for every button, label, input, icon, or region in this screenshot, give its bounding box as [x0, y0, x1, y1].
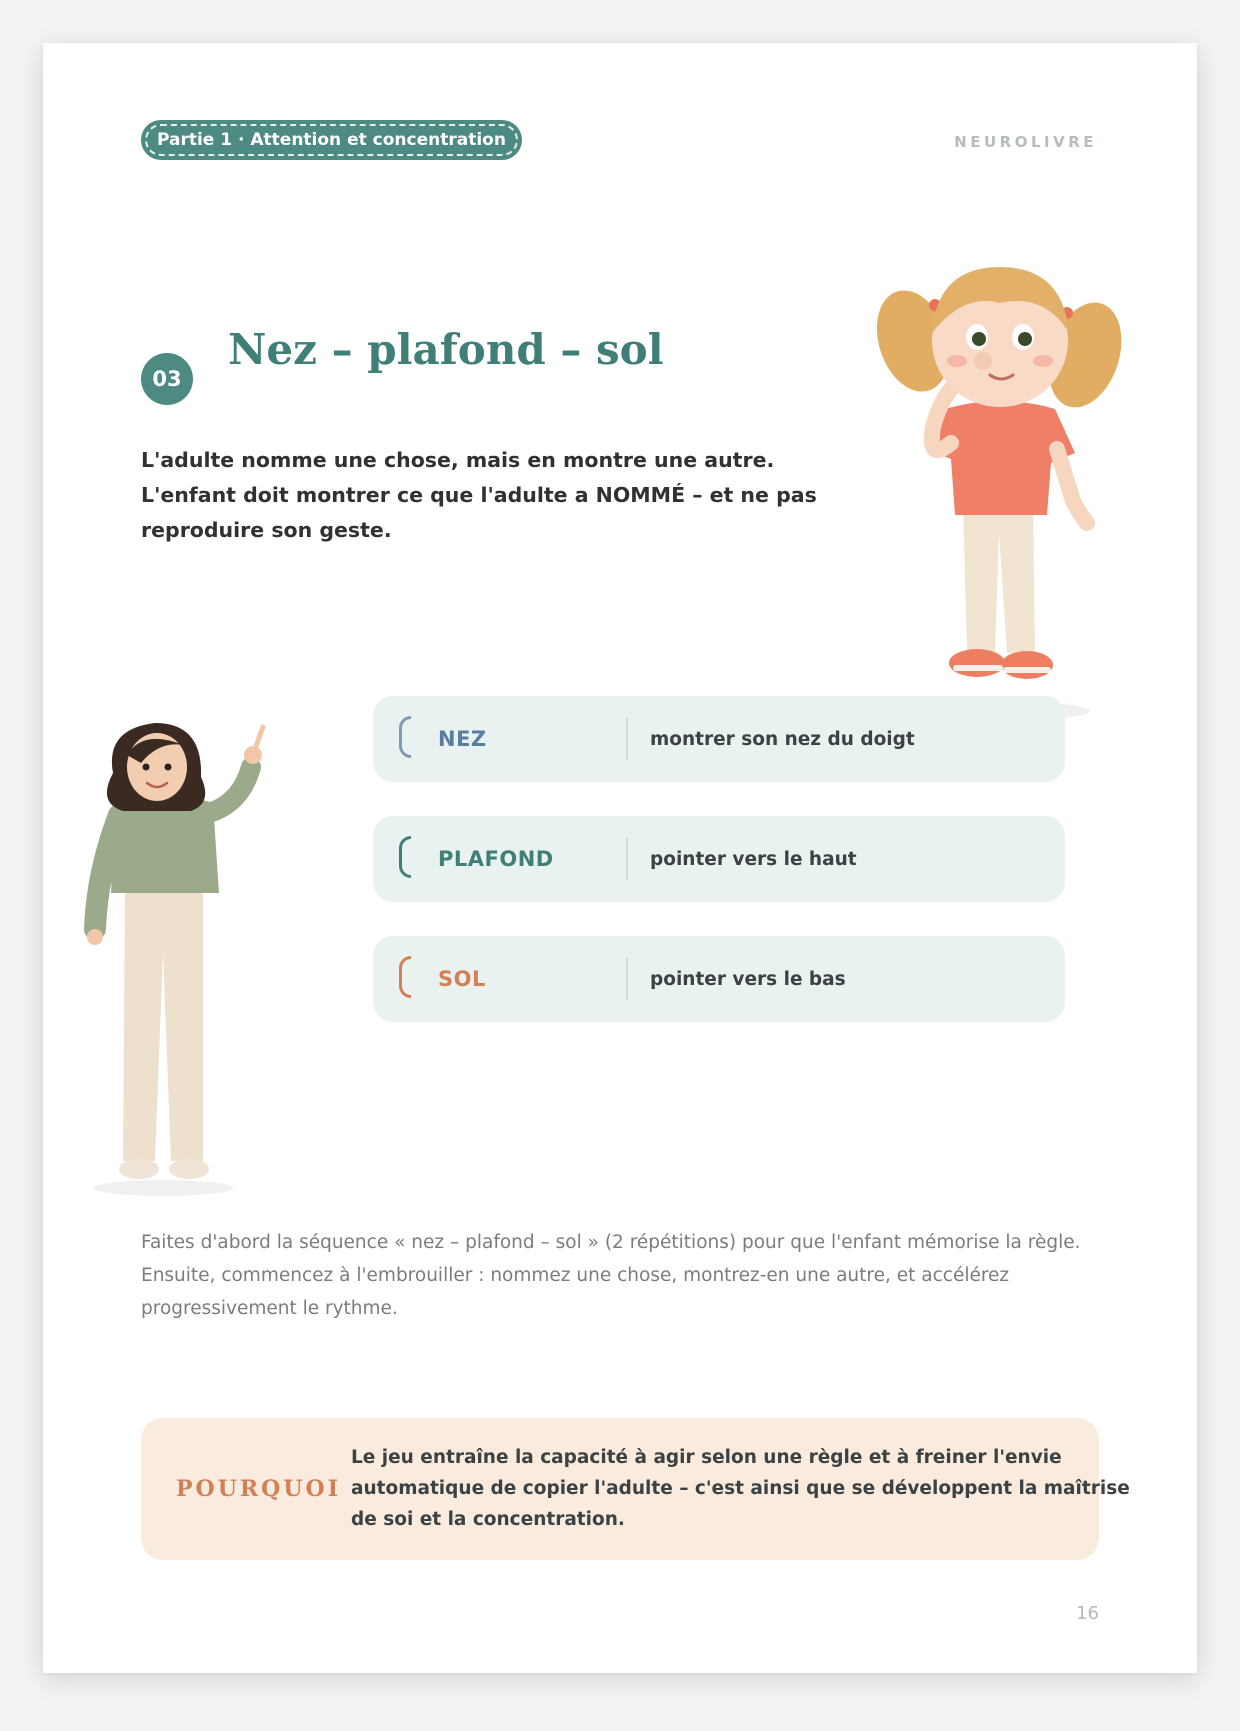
rule-description: pointer vers le bas — [650, 968, 846, 990]
part-label: Partie 1 · Attention et concentration — [157, 130, 506, 150]
rule-description: montrer son nez du doigt — [650, 728, 915, 750]
why-text-line: Le jeu entraîne la capacité à agir selon une règle et à freiner l'envie — [351, 1447, 1062, 1468]
rule-divider — [626, 958, 628, 1000]
rule-word: NEZ — [438, 727, 487, 751]
why-text-line: de soi et la concentration. — [351, 1509, 625, 1530]
why-text — [351, 1442, 1130, 1535]
rule-divider — [626, 718, 628, 760]
bracket-icon — [399, 956, 411, 998]
woman-pointing-up-illustration — [63, 723, 283, 1203]
why-box — [141, 1418, 1130, 1560]
exercise-title: Nez – plafond – sol — [228, 325, 664, 374]
exercise-intro — [141, 443, 821, 548]
bracket-icon — [399, 836, 411, 878]
rule-row-nez — [373, 696, 1065, 782]
girl-touching-nose-illustration — [875, 233, 1195, 733]
intro-line: L'enfant doit montrer ce que l'adulte a NOMMÉ – et ne pas — [141, 483, 817, 507]
exercise-number-badge: 03 — [141, 353, 193, 405]
instructions-paragraph: Faites d'abord la séquence « nez – plafond – sol » (2 répétitions) pour que l'enfant mémorise la règle. Ensuite, commencez à l'embrouiller : nommez une chose, montrez-en une autre, et accélérez progressivement le rythme. — [141, 1232, 1081, 1319]
intro-line: reproduire son geste. — [141, 518, 392, 542]
intro-line: L'adulte nomme une chose, mais en montre une autre. — [141, 448, 775, 472]
part-badge — [141, 120, 522, 160]
why-label: POURQUOI — [176, 1476, 341, 1502]
rule-row-plafond — [373, 816, 1065, 902]
rule-divider — [626, 838, 628, 880]
rule-word: PLAFOND — [438, 847, 554, 871]
page-number: 16 — [1076, 1603, 1099, 1624]
rule-description: pointer vers le haut — [650, 848, 857, 870]
brand-name: NEUROLIVRE — [954, 133, 1097, 151]
page — [43, 43, 1197, 1673]
bracket-icon — [399, 716, 411, 758]
rule-word: SOL — [438, 967, 486, 991]
rule-row-sol — [373, 936, 1065, 1022]
why-text-line: automatique de copier l'adulte – c'est ainsi que se développent la maîtrise — [351, 1478, 1130, 1499]
